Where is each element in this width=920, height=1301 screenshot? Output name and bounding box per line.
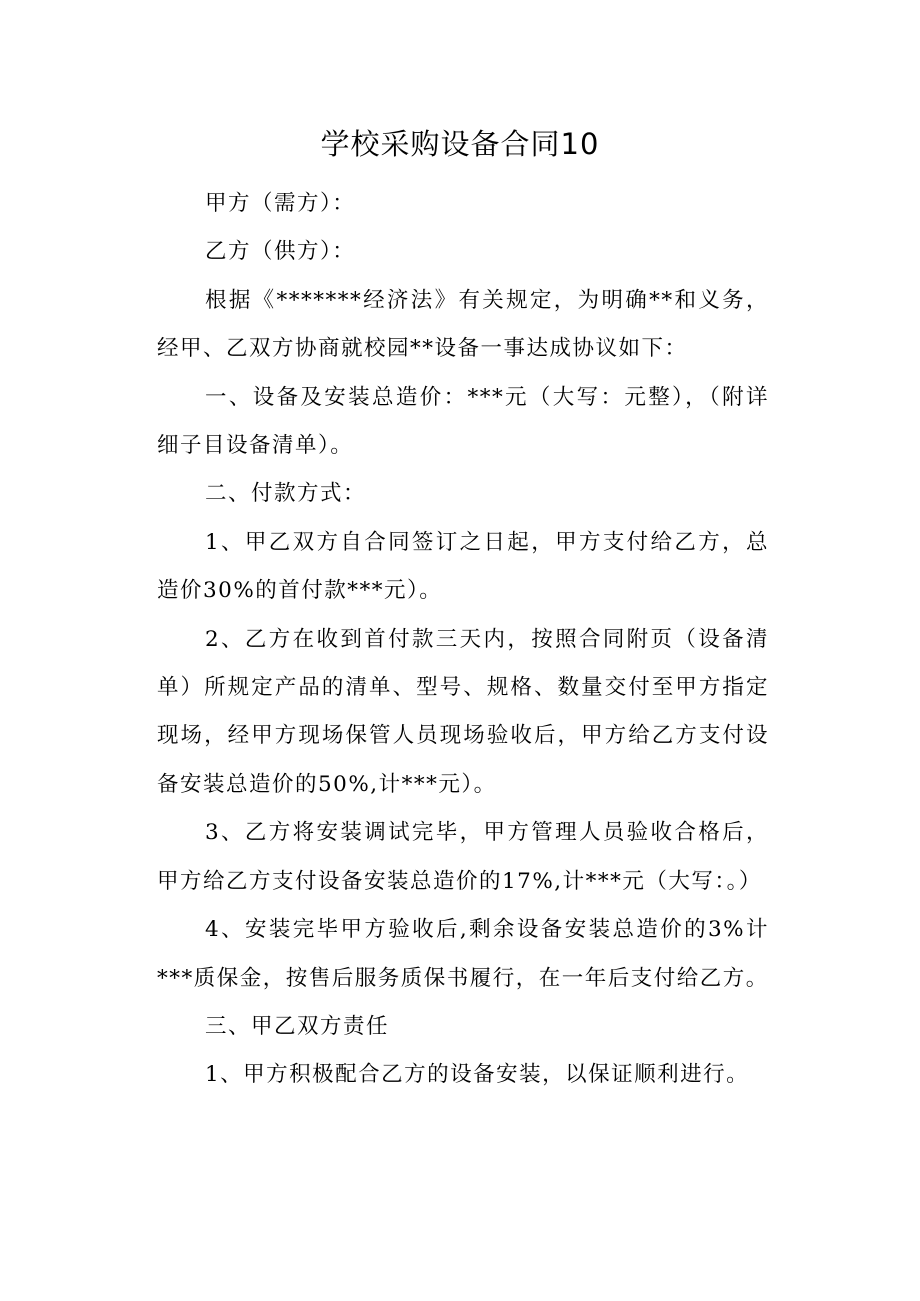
payment-item-1: 1、甲乙双方自合同签订之日起，甲方支付给乙方，总造价30%的首付款***元）。 bbox=[157, 529, 769, 604]
payment-item-2: 2、乙方在收到首付款三天内，按照合同附页（设备清单）所规定产品的清单、型号、规格、数量交付至甲方指定现场，经甲方现场保管人员现场验收后，甲方给乙方支付设备安装总造价的50%,计***元）。 bbox=[157, 626, 769, 797]
clause-3-heading: 三、甲乙双方责任 bbox=[205, 1013, 390, 1039]
payment-item-3: 3、乙方将安装调试完毕，甲方管理人员验收合格后，甲方给乙方支付设备安装总造价的17%,计***元（大写：。） bbox=[157, 820, 769, 894]
preamble-paragraph: 根据《*******经济法》有关规定，为明确**和义务，经甲、乙双方协商就校园**设备一事达成协议如下： bbox=[157, 287, 769, 362]
document-body bbox=[157, 180, 769, 1100]
clause-2-heading: 二、付款方式： bbox=[205, 481, 367, 507]
clause-1-total-cost: 一、设备及安装总造价：***元（大写：元整），（附详细子目设备清单）。 bbox=[157, 384, 769, 459]
party-b-line: 乙方（供方）： bbox=[205, 239, 356, 265]
responsibility-item-1: 1、甲方积极配合乙方的设备安装，以保证顺利进行。 bbox=[205, 1062, 750, 1088]
payment-item-4: 4、安装完毕甲方验收后,剩余设备安装总造价的3%计***质保金，按售后服务质保书履行，在一年后支付给乙方。 bbox=[157, 917, 769, 991]
party-a-line: 甲方（需方）： bbox=[205, 191, 356, 216]
document-title: 学校采购设备合同10 bbox=[320, 127, 600, 161]
